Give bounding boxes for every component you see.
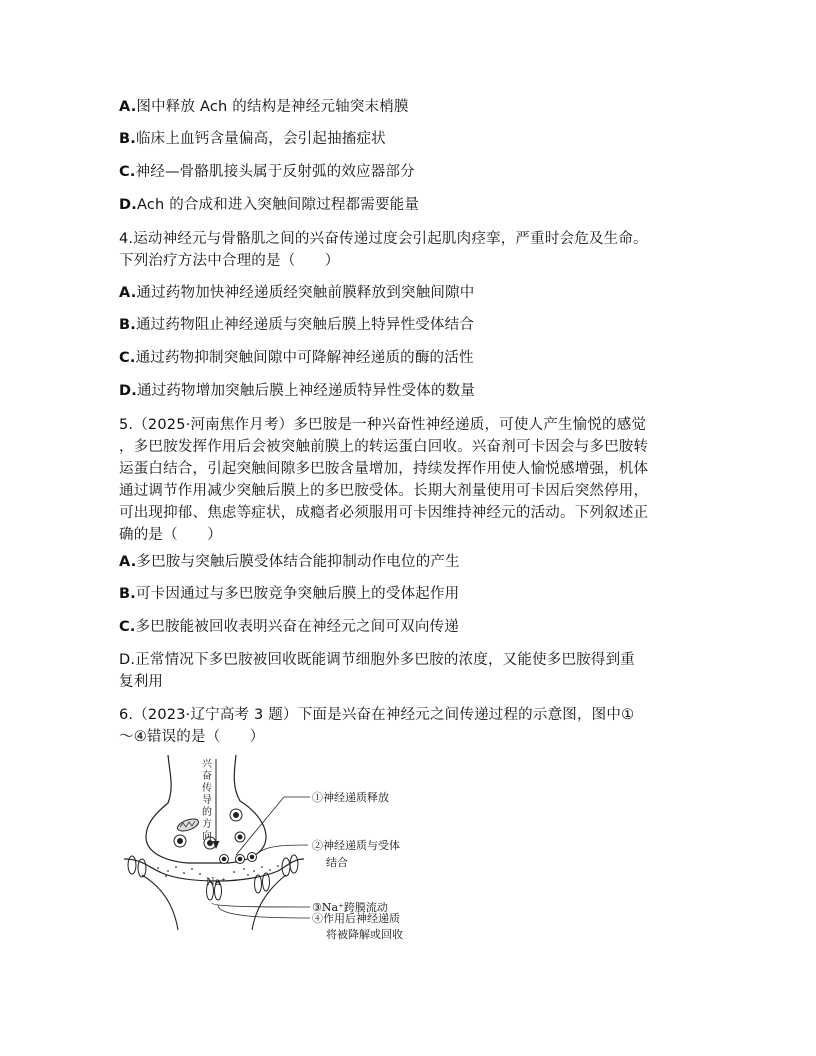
synapse-diagram	[118, 755, 428, 945]
neurotransmitter-dots	[157, 865, 279, 877]
q5-option-a: A.多巴胺与突触后膜受体结合能抑制动作电位的产生	[119, 554, 460, 570]
callout-4-cont: 将被降解或回收	[326, 928, 403, 941]
svg-text:向: 向	[202, 831, 212, 842]
q4-stem: 4.运动神经元与骨骼肌之间的兴奋传递过度会引起肌肉痉挛，严重时会危及生命。 下列治疗方法中合理的是（ ）	[119, 231, 648, 269]
q5-option-c: C.多巴胺能被回收表明兴奋在神经元之间可双向传递	[119, 619, 459, 635]
callout-2-cont: 结合	[326, 856, 348, 869]
q3-option-a: A.图中释放 Ach 的结构是神经元轴突末梢膜	[119, 99, 409, 115]
svg-text:传: 传	[202, 783, 212, 794]
receptor-channel	[128, 856, 136, 874]
q4-option-a: A.通过药物加快神经递质经突触前膜释放到突触间隙中	[119, 285, 475, 301]
svg-text:导: 导	[202, 795, 212, 806]
svg-text:兴: 兴	[202, 759, 212, 770]
callout-2: ②神经递质与受体	[312, 839, 400, 852]
receptor-channel	[290, 855, 298, 873]
receptor-channel	[263, 873, 270, 891]
mitochondrion	[176, 817, 200, 834]
receptor-channel	[138, 859, 146, 877]
q4-option-b: B.通过药物阻止神经递质与突触后膜上特异性受体结合	[119, 317, 475, 333]
synaptic-vesicles	[174, 809, 257, 864]
svg-text:奋: 奋	[202, 771, 212, 782]
q3-option-b: B.临床上血钙含量偏高，会引起抽搐症状	[119, 131, 386, 147]
q4-option-c: C.通过药物抑制突触间隙中可降解神经递质的酶的活性	[119, 350, 474, 366]
receptor-channel	[255, 875, 262, 893]
callout-3: ③Na⁺跨膜流动	[312, 901, 388, 914]
svg-text:的: 的	[202, 807, 212, 818]
callout-1: ①神经递质释放	[312, 791, 389, 804]
q5-option-b: B.可卡因通过与多巴胺竞争突触后膜上的受体起作用	[119, 586, 460, 602]
q3-option-d: D.Ach 的合成和进入突触间隙过程都需要能量	[119, 197, 420, 213]
callout-line-2	[258, 845, 308, 853]
q5-stem: 5.（2025·河南焦作月考）多巴胺是一种兴奋性神经递质，可使人产生愉悦的感觉 ，多巴胺发挥作用后会被突触前膜上的转运蛋白回收。兴奋剂可卡因会与多巴胺转 运蛋白结合，引起突触间隙多巴胺含量增加，持续发挥作用使人愉悦感增强，机体 通过调节作用减少突触后膜上的多巴胺受体。长期大剂量使用可卡因后突然停用， 可出现抑郁、焦虑等症状，成瘾者必须服用可卡因维持神经元的活动。下列叙述正 确的是（ ）	[119, 417, 649, 543]
q6-stem: 6.（2023·辽宁高考 3 题）下面是兴奋在神经元之间传递过程的示意图，图中① ～④错误的是（ ）	[119, 707, 635, 745]
q4-option-d: D.通过药物增加突触后膜上神经递质特异性受体的数量	[119, 383, 476, 399]
na-ion-label: Na⁺	[206, 877, 226, 888]
svg-text:方: 方	[202, 819, 212, 830]
q3-option-c: C.神经—骨骼肌接头属于反射弧的效应器部分	[119, 164, 415, 180]
q5-option-d: D.正常情况下多巴胺被回收既能调节细胞外多巴胺的浓度，又能使多巴胺得到重 复利用	[119, 652, 635, 690]
direction-label	[202, 758, 213, 842]
callout-4: ④作用后神经递质	[312, 912, 400, 925]
